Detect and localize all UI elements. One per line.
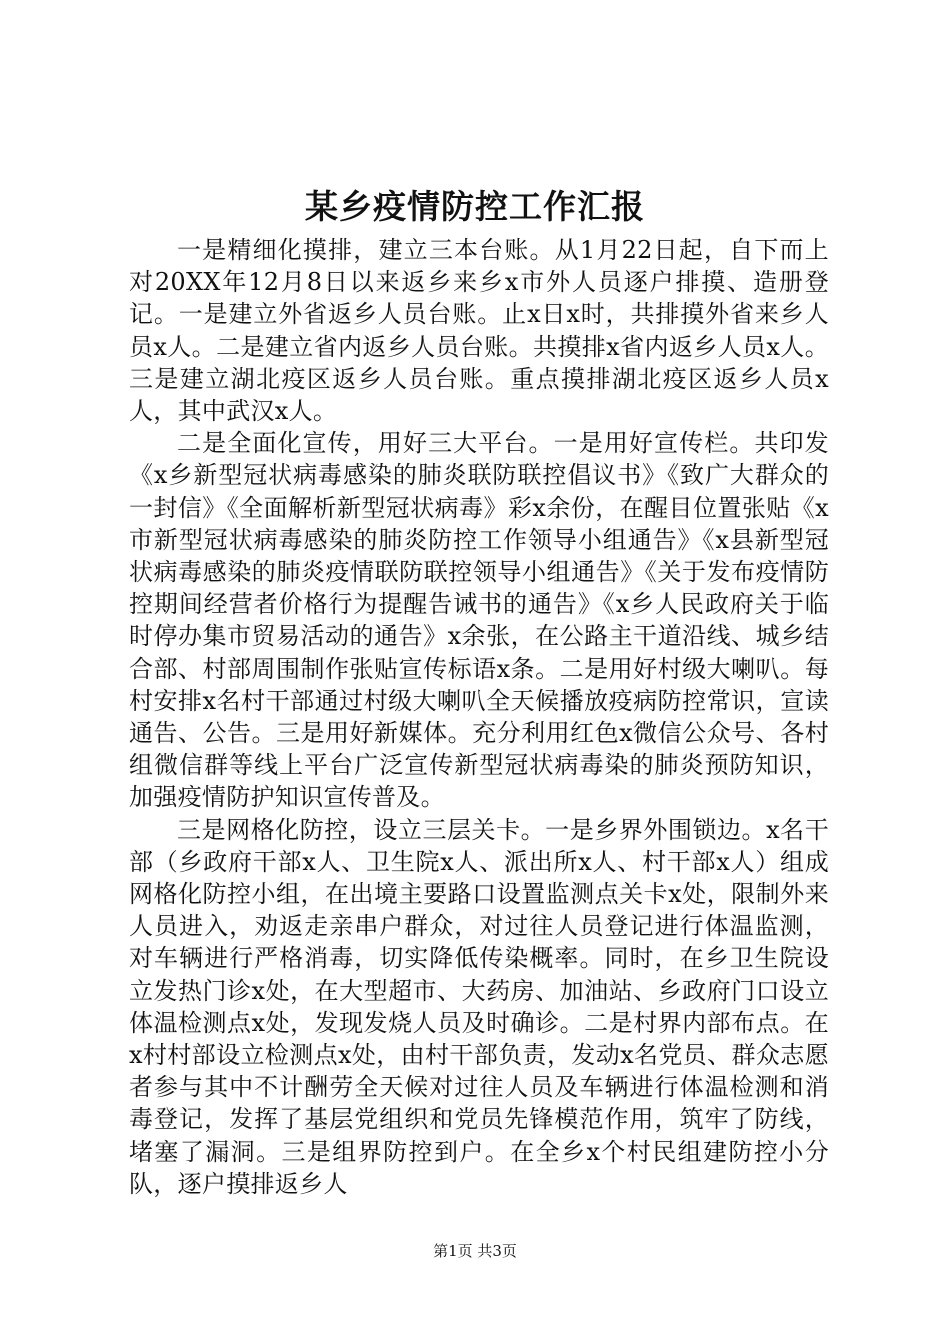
document-title: 某乡疫情防控工作汇报 (305, 187, 645, 226)
paragraph-2: 二是全面化宣传，用好三大平台。一是用好宣传栏。共印发《x乡新型冠状病毒感染的肺炎联防联控倡议书》《致广大群众的一封信》《全面解析新型冠状病毒》彩x余份，在醒目位置张贴《x市新型冠状病毒感染的肺炎防控工作领导小组通告》《x县新型冠状病毒感染的肺炎疫情联防联控领导小组通告》《关于发布疫情防控期间经营者价格行为提醒告诫书的通告》《x乡人民政府关于临时停办集市贸易活动的通告》x余张，在公路主干道沿线、城乡结合部、村部周围制作张贴宣传标语x条。二是用好村级大喇叭。每村安排x名村干部通过村级大喇叭全天候播放疫病防控常识，宣读通告、公告。三是用好新媒体。充分利用红色x微信公众号、各村组微信群等线上平台广泛宣传新型冠状病毒染的肺炎预防知识，加强疫情防护知识宣传普及。 (129, 429, 829, 812)
paragraph-1: 一是精细化摸排，建立三本台账。从1月22日起，自下而上对20XX年12月8日以来返乡来乡x市外人员逐户排摸、造册登记。一是建立外省返乡人员台账。止x日x时，共排摸外省来乡人员x人。二是建立省内返乡人员台账。共摸排x省内返乡人员x人。三是建立湖北疫区返乡人员台账。重点摸排湖北疫区返乡人员x人，其中武汉x人。 (129, 236, 829, 426)
document-body (129, 234, 829, 1200)
paragraph-3: 三是网格化防控，设立三层关卡。一是乡界外围锁边。x名干部（乡政府干部x人、卫生院x人、派出所x人、村干部x人）组成网格化防控小组，在出境主要路口设置监测点关卡x处，限制外来人员进入，劝返走亲串户群众，对过往人员登记进行体温监测，对车辆进行严格消毒，切实降低传染概率。同时，在乡卫生院设立发热门诊x处，在大型超市、大药房、加油站、乡政府门口设立体温检测点x处，发现发烧人员及时确诊。二是村界内部布点。在x村村部设立检测点x处，由村干部负责，发动x名党员、群众志愿者参与其中不计酬劳全天候对过往人员及车辆进行体温检测和消毒登记，发挥了基层党组织和党员先锋模范作用，筑牢了防线，堵塞了漏洞。三是组界防控到户。在全乡x个村民组建防控小分队，逐户摸排返乡人 (129, 815, 829, 1198)
page-number-footer: 第1页 共3页 (433, 1242, 517, 1260)
